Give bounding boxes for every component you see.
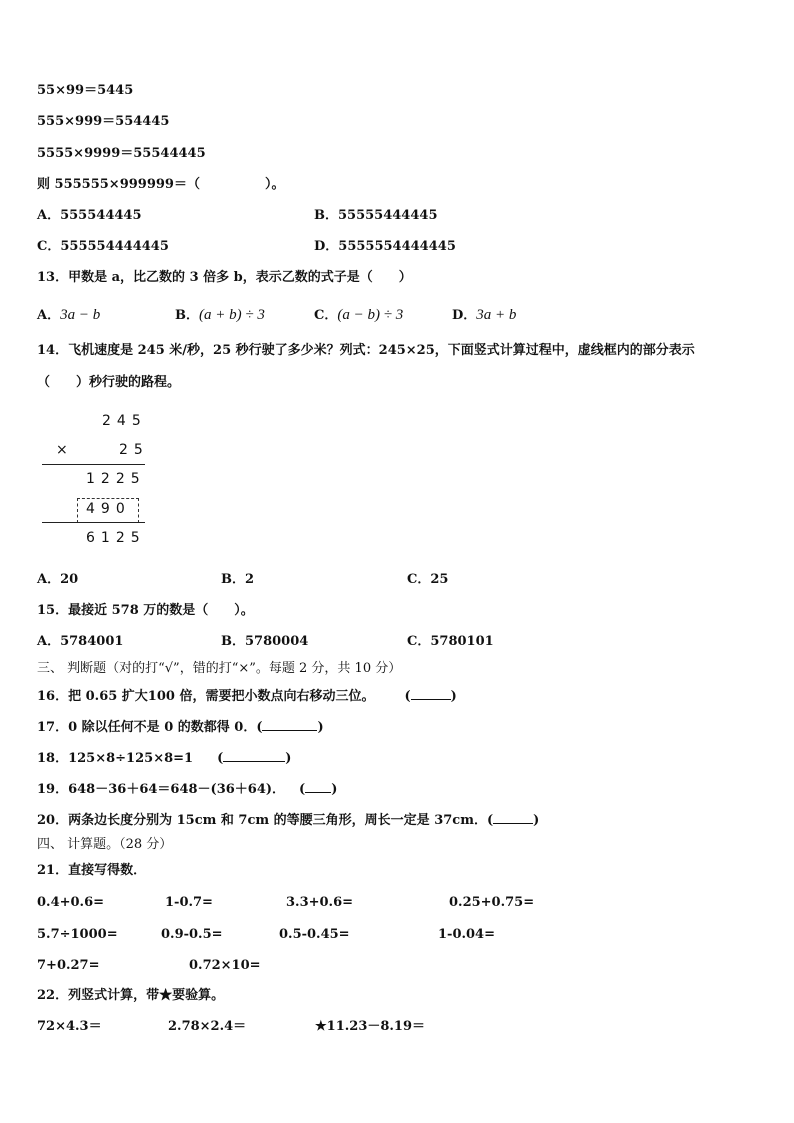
- q12-option-b[interactable]: B．55555444445: [314, 208, 438, 223]
- q20-statement: 20．两条边长度分别为 15cm 和 7cm 的等腰三角形，周长一定是 37cm．( ): [37, 813, 540, 828]
- q18-text: 18．125×8÷125×8=1: [37, 751, 194, 766]
- q13-option-b[interactable]: [175, 307, 265, 324]
- calc-multiplier: 25: [119, 442, 149, 458]
- q22-item: 72×4.3＝: [37, 1019, 102, 1034]
- q12-option-a[interactable]: A．555544445: [37, 208, 142, 223]
- q19-text: 19．648－36＋64＝648－(36＋64)．: [37, 782, 286, 797]
- q21-item: 1-0.04=: [438, 927, 495, 942]
- q22-stem: 22．列竖式计算，带★要验算。: [37, 988, 225, 1003]
- calc-partial-2: 490: [86, 501, 131, 517]
- q18-answer-blank[interactable]: [223, 749, 285, 762]
- section-4-heading: 四、 计算题。（28 分）: [37, 837, 173, 852]
- q12-option-c[interactable]: C．555554444445: [37, 239, 169, 254]
- q22-item: 2.78×2.4＝: [168, 1019, 247, 1034]
- q13-option-c-expr: (a − b) ÷ 3: [337, 307, 404, 323]
- calc-multiplicand: 245: [102, 413, 147, 429]
- q17-statement: 17．0 除以任何不是 0 的数都得 0．( ): [37, 720, 324, 735]
- q13-option-b-expr: (a + b) ÷ 3: [199, 307, 265, 323]
- calc-times-sign: ×: [56, 442, 74, 458]
- q15-option-a[interactable]: A．5784001: [37, 634, 124, 649]
- q13-stem: 13．甲数是 a，比乙数的 3 倍多 b，表示乙数的式子是（ ）: [37, 270, 412, 285]
- q21-item: 0.4+0.6=: [37, 895, 105, 910]
- q12-option-d[interactable]: D．5555554444445: [314, 239, 456, 254]
- q17-answer-blank[interactable]: [262, 718, 317, 731]
- q21-stem: 21．直接写得数．: [37, 863, 147, 878]
- q13-option-c-label: C．: [314, 308, 338, 323]
- pattern-line-3: 5555×9999＝55544445: [37, 146, 206, 161]
- calc-product: 6125: [86, 530, 146, 546]
- q21-item: 3.3+0.6=: [286, 895, 354, 910]
- calc-rule-1: [42, 464, 145, 465]
- calc-rule-2: [42, 522, 145, 523]
- section-3-heading: 三、 判断题（对的打“√”，错的打“×”。每题 2 分，共 10 分）: [37, 661, 402, 676]
- q14-option-b[interactable]: B．2: [221, 572, 255, 587]
- pattern-question: 则 555555×999999＝（ ）。: [37, 177, 285, 192]
- q16-answer-blank[interactable]: [411, 687, 451, 700]
- q13-option-a[interactable]: [37, 307, 100, 324]
- q13-option-d[interactable]: [452, 307, 516, 324]
- q18-statement: 18．125×8÷125×8=1 ( ): [37, 751, 292, 766]
- q19-answer-blank[interactable]: [305, 780, 331, 793]
- q14-option-c[interactable]: C．25: [407, 572, 449, 587]
- q13-option-a-expr: 3a − b: [60, 307, 101, 323]
- q16-text: 16．把 0.65 扩大100 倍，需要把小数点向右移动三位。: [37, 689, 375, 704]
- q22-item: ★11.23－8.19＝: [315, 1019, 426, 1034]
- q13-option-d-expr: 3a + b: [476, 307, 517, 323]
- q15-option-b[interactable]: B．5780004: [221, 634, 309, 649]
- q15-option-c[interactable]: C．5780101: [407, 634, 494, 649]
- q13-option-d-label: D．: [452, 308, 477, 323]
- q20-answer-blank[interactable]: [493, 811, 533, 824]
- q16-statement: 16．把 0.65 扩大100 倍，需要把小数点向右移动三位。 ( ): [37, 689, 457, 704]
- q15-stem: 15．最接近 578 万的数是（ ）。: [37, 603, 254, 618]
- q14-stem: 14．飞机速度是 245 米/秒，25 秒行驶了多少米？列式：245×25，下面竖式计算过程中，虚线框内的部分表示: [37, 343, 695, 358]
- pattern-line-1: 55×99＝5445: [37, 83, 134, 98]
- q21-item: 0.5-0.45=: [279, 927, 350, 942]
- pattern-line-2: 555×999＝554445: [37, 114, 170, 129]
- q21-item: 0.25+0.75=: [449, 895, 535, 910]
- q13-option-c[interactable]: [314, 307, 403, 324]
- q21-item: 1-0.7=: [165, 895, 213, 910]
- q17-text: 17．0 除以任何不是 0 的数都得 0．(: [37, 720, 263, 735]
- q14-option-a[interactable]: A．20: [37, 572, 79, 587]
- q20-text: 20．两条边长度分别为 15cm 和 7cm 的等腰三角形，周长一定是 37cm．(: [37, 813, 494, 828]
- q21-item: 7+0.27=: [37, 958, 100, 973]
- q21-item: 5.7÷1000=: [37, 927, 118, 942]
- q21-item: 0.9-0.5=: [161, 927, 223, 942]
- q13-option-b-label: B．: [175, 308, 199, 323]
- q19-statement: 19．648－36＋64＝648－(36＋64)． ( ): [37, 782, 338, 797]
- q14-stem-cont: （ ）秒行驶的路程。: [37, 375, 181, 390]
- q13-option-a-label: A．: [37, 308, 61, 323]
- q21-item: 0.72×10=: [189, 958, 261, 973]
- calc-partial-1: 1225: [86, 471, 146, 487]
